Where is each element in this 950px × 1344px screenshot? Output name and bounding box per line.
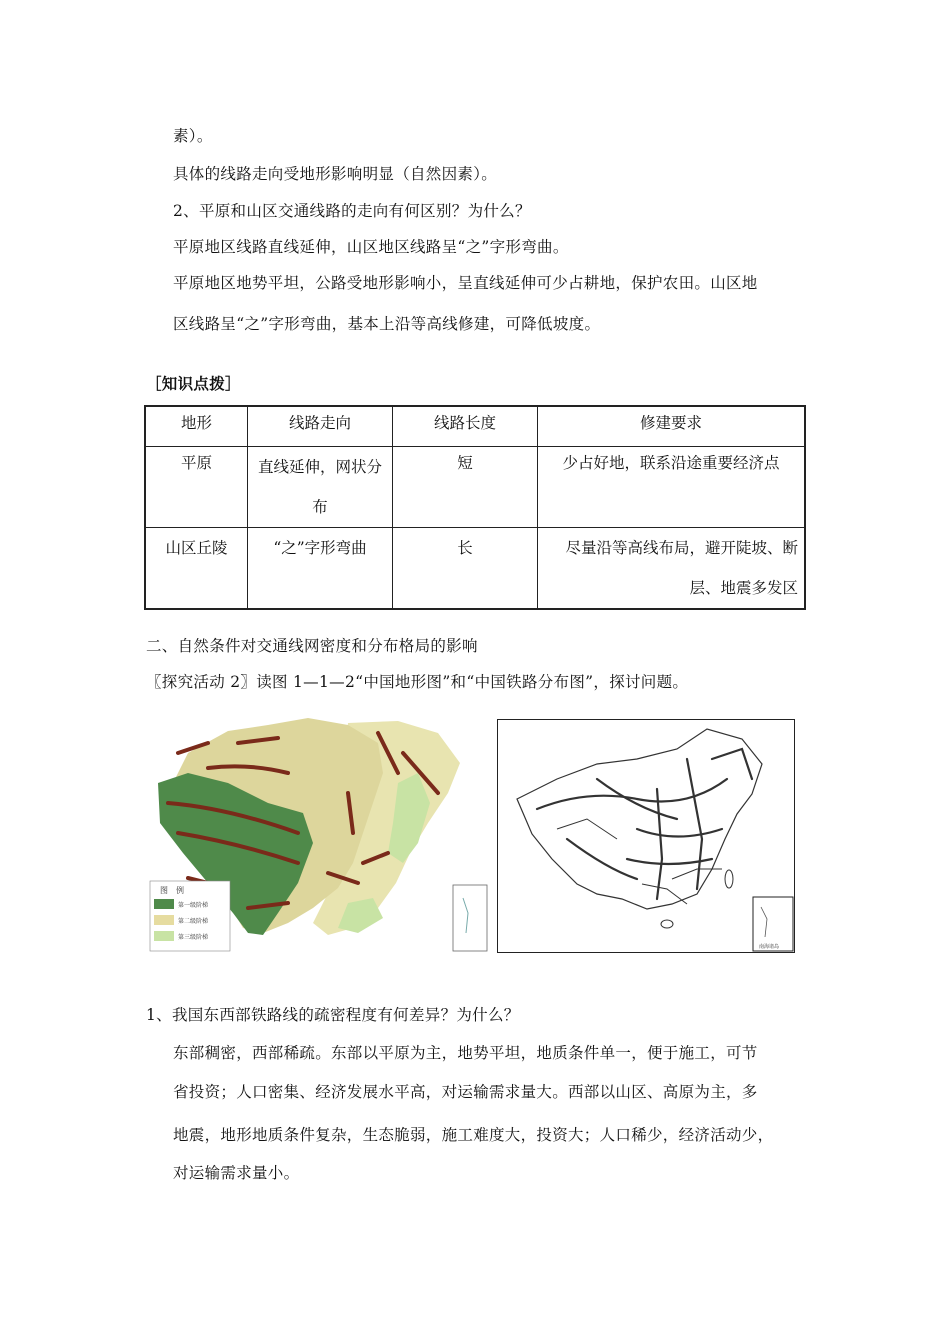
answer-line: 对运输需求量小。 xyxy=(173,1164,300,1182)
answer-line: 区线路呈“之”字形弯曲，基本上沿等高线修建，可降低坡度。 xyxy=(173,315,601,333)
answer-line: 东部稠密，西部稀疏。东部以平原为主，地势平坦，地质条件单一，便于施工，可节 xyxy=(173,1044,758,1062)
table-cell: “之”字形弯曲 xyxy=(248,527,393,609)
section-2-title: 二、自然条件对交通线网密度和分布格局的影响 xyxy=(146,637,478,655)
china-railway-map xyxy=(497,719,795,953)
table-cell: 短 xyxy=(393,446,538,527)
question-1: 1、我国东西部铁路线的疏密程度有何差异？为什么？ xyxy=(146,1006,520,1024)
paragraph-line: 具体的线路走向受地形影响明显（自然因素）。 xyxy=(173,165,498,183)
table-cell: 尽量沿等高线布局，避开陡坡、断层、地震多发区 xyxy=(538,527,806,609)
table-cell: 平原 xyxy=(145,446,248,527)
table-header: 地形 xyxy=(145,406,248,446)
legend-item: 第一级阶梯 xyxy=(178,902,209,909)
inset-label: 南海诸岛 xyxy=(759,944,780,950)
question-2: 2、平原和山区交通线路的走向有何区别？为什么？ xyxy=(173,202,531,220)
knowledge-heading: ［知识点拨］ xyxy=(146,374,241,393)
table-header: 线路走向 xyxy=(248,406,393,446)
table-header: 线路长度 xyxy=(393,406,538,446)
table-cell: 少占好地，联系沿途重要经济点 xyxy=(538,446,806,527)
answer-line: 平原地区地势平坦，公路受地形影响小，呈直线延伸可少占耕地，保护农田。山区地 xyxy=(173,274,758,292)
answer-line: 地震，地形地质条件复杂，生态脆弱，施工难度大，投资大；人口稀少，经济活动少， xyxy=(173,1126,774,1144)
knowledge-table xyxy=(144,405,806,610)
table-cell: 直线延伸，网状分布 xyxy=(248,446,393,527)
china-terrain-map xyxy=(148,713,488,953)
table-cell: 山区丘陵 xyxy=(145,527,248,609)
answer-line: 平原地区线路直线延伸，山区地区线路呈“之”字形弯曲。 xyxy=(173,238,569,256)
legend-item: 第二级阶梯 xyxy=(178,918,209,925)
table-header: 修建要求 xyxy=(538,406,806,446)
answer-line: 省投资；人口密集、经济发展水平高，对运输需求量大。西部以山区、高原为主，多 xyxy=(173,1083,758,1101)
legend-title: 图 例 xyxy=(160,886,184,895)
table-cell: 长 xyxy=(393,527,538,609)
paragraph-line: 素）。 xyxy=(173,127,213,145)
legend-item: 第三级阶梯 xyxy=(178,934,209,941)
activity-prompt: 〖探究活动 2〗读图 1—1—2“中国地形图”和“中国铁路分布图”，探讨问题。 xyxy=(146,673,689,691)
